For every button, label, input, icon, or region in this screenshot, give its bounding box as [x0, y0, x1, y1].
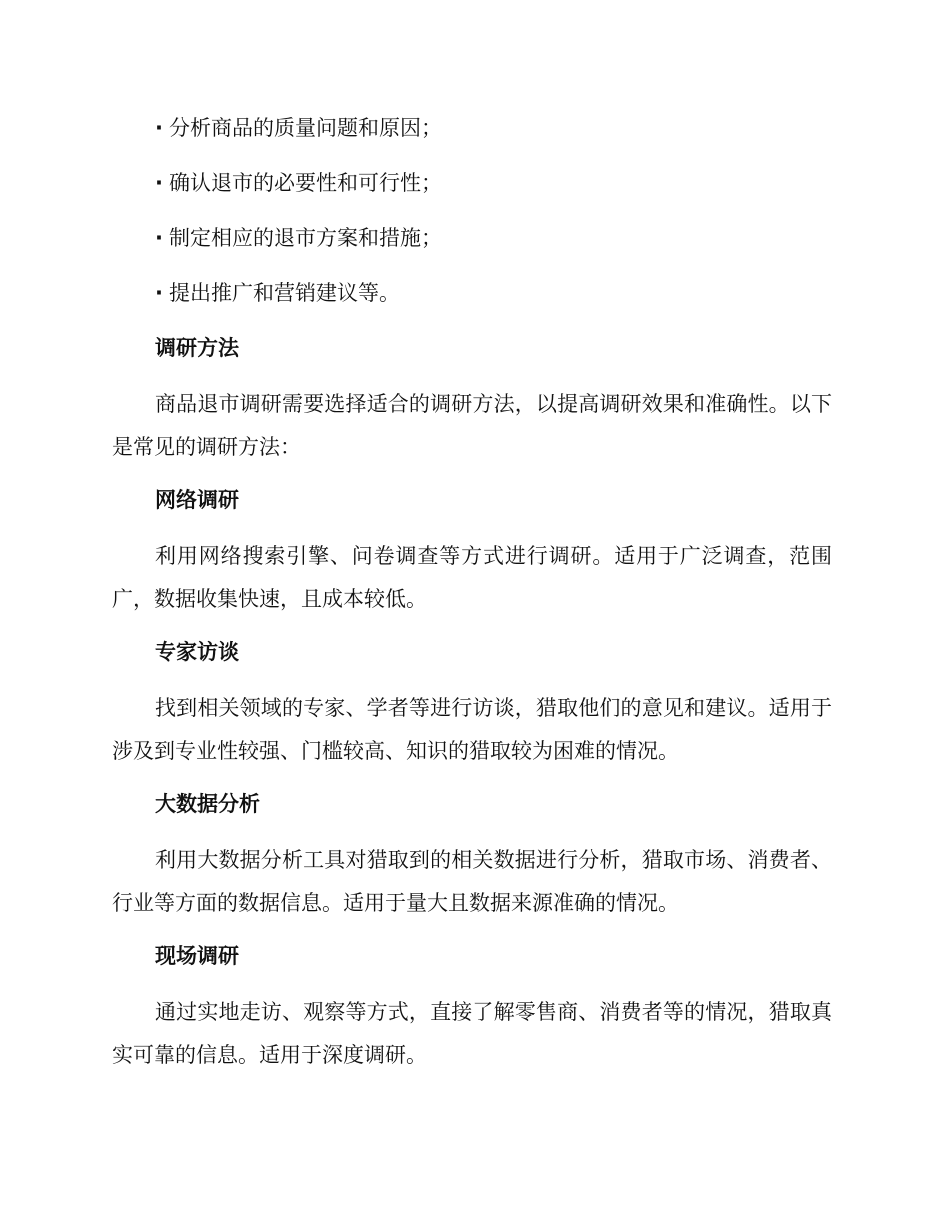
section-paragraph: 通过实地走访、观察等方式，直接了解零售商、消费者等的情况，猎取真实可靠的信息。适用于深度调研。: [112, 1000, 832, 1067]
list-item-text: 确认退市的必要性和可行性；: [169, 171, 442, 195]
section-paragraph: 利用网络搜索引擎、问卷调查等方式进行调研。适用于广泛调查，范围广，数据收集快速，且成本较低。: [112, 544, 832, 611]
expert-interview-section: [112, 634, 832, 773]
list-item-text: 分析商品的质量问题和原因；: [169, 116, 442, 140]
list-item: [155, 110, 855, 165]
section-heading: 专家访谈: [155, 640, 239, 664]
list-item: [155, 220, 855, 275]
field-research-section: [112, 938, 832, 1077]
section-heading: 大数据分析: [155, 792, 260, 816]
section-heading: 现场调研: [155, 944, 239, 968]
list-item-text: 提出推广和营销建议等。: [169, 281, 400, 305]
bullet-mark: ·: [155, 226, 163, 250]
section-paragraph: 利用大数据分析工具对猎取到的相关数据进行分析，猎取市场、消费者、行业等方面的数据信息。适用于量大且数据来源准确的情况。: [112, 848, 832, 915]
bullet-mark: ·: [155, 281, 163, 305]
section-paragraph: 商品退市调研需要选择适合的调研方法，以提高调研效果和准确性。以下是常见的调研方法：: [112, 392, 832, 459]
bullet-mark: ·: [155, 171, 163, 195]
objectives-list: [155, 110, 855, 330]
methods-section: [112, 330, 832, 469]
list-item: [155, 275, 855, 330]
list-item: [155, 165, 855, 220]
section-paragraph: 找到相关领域的专家、学者等进行访谈，猎取他们的意见和建议。适用于涉及到专业性较强、门槛较高、知识的猎取较为困难的情况。: [112, 696, 832, 763]
bullet-mark: ·: [155, 116, 163, 140]
list-item-text: 制定相应的退市方案和措施；: [169, 226, 442, 250]
web-research-section: [112, 482, 832, 621]
section-heading: 调研方法: [155, 336, 239, 360]
section-heading: 网络调研: [155, 488, 239, 512]
big-data-section: [112, 786, 832, 925]
